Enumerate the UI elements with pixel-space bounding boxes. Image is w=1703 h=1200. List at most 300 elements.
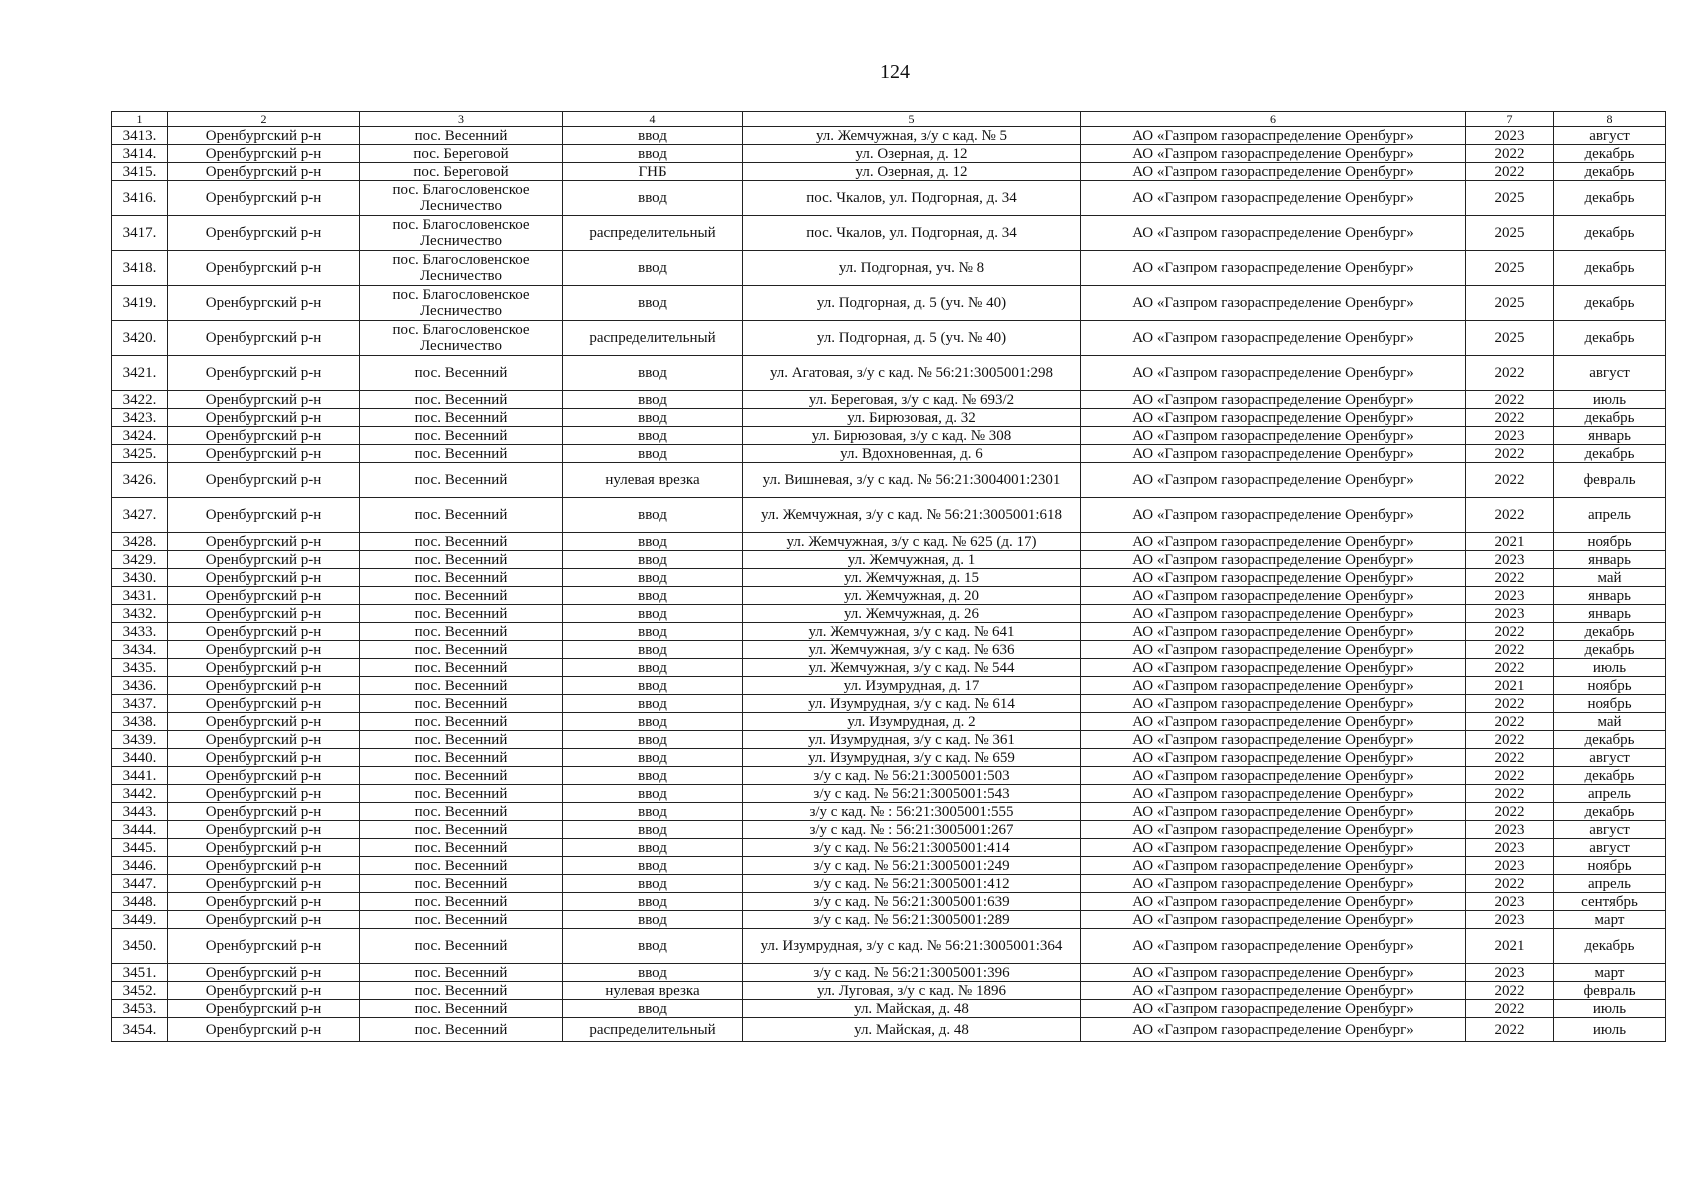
year-cell: 2025 — [1466, 321, 1554, 356]
table-row — [112, 641, 1666, 659]
address-cell: ул. Майская, д. 48 — [743, 1018, 1081, 1042]
organization-cell: АО «Газпром газораспределение Оренбург» — [1081, 321, 1466, 356]
row-number: 3420. — [112, 321, 168, 356]
table-row — [112, 427, 1666, 445]
year-cell: 2022 — [1466, 356, 1554, 391]
organization-cell: АО «Газпром газораспределение Оренбург» — [1081, 251, 1466, 286]
organization-cell: АО «Газпром газораспределение Оренбург» — [1081, 731, 1466, 749]
year-cell: 2025 — [1466, 286, 1554, 321]
district-cell: Оренбургский р-н — [168, 216, 360, 251]
month-cell: декабрь — [1554, 145, 1666, 163]
month-cell: август — [1554, 127, 1666, 145]
organization-cell: АО «Газпром газораспределение Оренбург» — [1081, 356, 1466, 391]
organization-cell: АО «Газпром газораспределение Оренбург» — [1081, 803, 1466, 821]
organization-cell: АО «Газпром газораспределение Оренбург» — [1081, 551, 1466, 569]
address-cell: з/у с кад. № : 56:21:3005001:555 — [743, 803, 1081, 821]
work-type-cell: ввод — [563, 623, 743, 641]
month-cell: декабрь — [1554, 286, 1666, 321]
settlement-cell: пос. Благословенское Лесничество — [360, 321, 563, 356]
address-cell: ул. Майская, д. 48 — [743, 1000, 1081, 1018]
district-cell: Оренбургский р-н — [168, 911, 360, 929]
row-number: 3433. — [112, 623, 168, 641]
year-cell: 2025 — [1466, 216, 1554, 251]
work-type-cell: распределительный — [563, 1018, 743, 1042]
row-number: 3421. — [112, 356, 168, 391]
address-cell: ул. Озерная, д. 12 — [743, 163, 1081, 181]
year-cell: 2023 — [1466, 587, 1554, 605]
work-type-cell: ввод — [563, 251, 743, 286]
year-cell: 2023 — [1466, 605, 1554, 623]
table-row — [112, 731, 1666, 749]
organization-cell: АО «Газпром газораспределение Оренбург» — [1081, 587, 1466, 605]
row-number: 3438. — [112, 713, 168, 731]
organization-cell: АО «Газпром газораспределение Оренбург» — [1081, 391, 1466, 409]
work-type-cell: ввод — [563, 356, 743, 391]
address-cell: ул. Жемчужная, з/у с кад. № 625 (д. 17) — [743, 533, 1081, 551]
settlement-cell: пос. Весенний — [360, 463, 563, 498]
row-number: 3449. — [112, 911, 168, 929]
address-cell: з/у с кад. № 56:21:3005001:396 — [743, 964, 1081, 982]
settlement-cell: пос. Весенний — [360, 391, 563, 409]
table-row — [112, 749, 1666, 767]
organization-cell: АО «Газпром газораспределение Оренбург» — [1081, 623, 1466, 641]
address-cell: ул. Жемчужная, з/у с кад. № 636 — [743, 641, 1081, 659]
column-header: 5 — [743, 112, 1081, 127]
settlement-cell: пос. Весенний — [360, 857, 563, 875]
address-cell: ул. Луговая, з/у с кад. № 1896 — [743, 982, 1081, 1000]
table-row — [112, 695, 1666, 713]
settlement-cell: пос. Весенний — [360, 821, 563, 839]
district-cell: Оренбургский р-н — [168, 409, 360, 427]
district-cell: Оренбургский р-н — [168, 785, 360, 803]
address-cell: ул. Жемчужная, з/у с кад. № 5 — [743, 127, 1081, 145]
district-cell: Оренбургский р-н — [168, 1018, 360, 1042]
work-type-cell: ввод — [563, 964, 743, 982]
row-number: 3444. — [112, 821, 168, 839]
district-cell: Оренбургский р-н — [168, 839, 360, 857]
month-cell: декабрь — [1554, 641, 1666, 659]
table-row — [112, 356, 1666, 391]
organization-cell: АО «Газпром газораспределение Оренбург» — [1081, 893, 1466, 911]
column-header: 4 — [563, 112, 743, 127]
table-row — [112, 875, 1666, 893]
column-header: 2 — [168, 112, 360, 127]
month-cell: август — [1554, 821, 1666, 839]
district-cell: Оренбургский р-н — [168, 445, 360, 463]
settlement-cell: пос. Весенний — [360, 677, 563, 695]
organization-cell: АО «Газпром газораспределение Оренбург» — [1081, 659, 1466, 677]
district-cell: Оренбургский р-н — [168, 251, 360, 286]
year-cell: 2022 — [1466, 875, 1554, 893]
address-cell: ул. Жемчужная, д. 26 — [743, 605, 1081, 623]
table-row — [112, 551, 1666, 569]
table-row — [112, 163, 1666, 181]
row-number: 3437. — [112, 695, 168, 713]
work-type-cell: ввод — [563, 445, 743, 463]
year-cell: 2022 — [1466, 659, 1554, 677]
table-row — [112, 767, 1666, 785]
district-cell: Оренбургский р-н — [168, 605, 360, 623]
year-cell: 2025 — [1466, 181, 1554, 216]
work-type-cell: ввод — [563, 677, 743, 695]
year-cell: 2022 — [1466, 463, 1554, 498]
district-cell: Оренбургский р-н — [168, 803, 360, 821]
organization-cell: АО «Газпром газораспределение Оренбург» — [1081, 767, 1466, 785]
work-type-cell: ввод — [563, 911, 743, 929]
table-row — [112, 857, 1666, 875]
address-cell: пос. Чкалов, ул. Подгорная, д. 34 — [743, 181, 1081, 216]
row-number: 3454. — [112, 1018, 168, 1042]
year-cell: 2022 — [1466, 409, 1554, 427]
district-cell: Оренбургский р-н — [168, 551, 360, 569]
address-cell: ул. Подгорная, д. 5 (уч. № 40) — [743, 321, 1081, 356]
row-number: 3415. — [112, 163, 168, 181]
table-row — [112, 181, 1666, 216]
settlement-cell: пос. Весенний — [360, 929, 563, 964]
year-cell: 2022 — [1466, 785, 1554, 803]
year-cell: 2022 — [1466, 163, 1554, 181]
organization-cell: АО «Газпром газораспределение Оренбург» — [1081, 1000, 1466, 1018]
year-cell: 2022 — [1466, 498, 1554, 533]
row-number: 3426. — [112, 463, 168, 498]
table-row — [112, 623, 1666, 641]
row-number: 3434. — [112, 641, 168, 659]
settlement-cell: пос. Весенний — [360, 127, 563, 145]
table-row — [112, 677, 1666, 695]
column-header: 8 — [1554, 112, 1666, 127]
address-cell: ул. Вдохновенная, д. 6 — [743, 445, 1081, 463]
settlement-cell: пос. Весенний — [360, 605, 563, 623]
organization-cell: АО «Газпром газораспределение Оренбург» — [1081, 982, 1466, 1000]
year-cell: 2022 — [1466, 803, 1554, 821]
month-cell: январь — [1554, 587, 1666, 605]
row-number: 3416. — [112, 181, 168, 216]
table-row — [112, 803, 1666, 821]
year-cell: 2022 — [1466, 445, 1554, 463]
table-row — [112, 839, 1666, 857]
settlement-cell: пос. Береговой — [360, 163, 563, 181]
address-cell: ул. Агатовая, з/у с кад. № 56:21:3005001:298 — [743, 356, 1081, 391]
settlement-cell: пос. Весенний — [360, 875, 563, 893]
address-cell: ул. Изумрудная, з/у с кад. № 361 — [743, 731, 1081, 749]
row-number: 3447. — [112, 875, 168, 893]
work-type-cell: ввод — [563, 893, 743, 911]
organization-cell: АО «Газпром газораспределение Оренбург» — [1081, 145, 1466, 163]
organization-cell: АО «Газпром газораспределение Оренбург» — [1081, 409, 1466, 427]
district-cell: Оренбургский р-н — [168, 713, 360, 731]
month-cell: декабрь — [1554, 216, 1666, 251]
district-cell: Оренбургский р-н — [168, 677, 360, 695]
column-header: 3 — [360, 112, 563, 127]
work-type-cell: ввод — [563, 857, 743, 875]
district-cell: Оренбургский р-н — [168, 929, 360, 964]
work-type-cell: ввод — [563, 286, 743, 321]
work-type-cell: ввод — [563, 551, 743, 569]
month-cell: декабрь — [1554, 623, 1666, 641]
month-cell: декабрь — [1554, 445, 1666, 463]
work-type-cell: ввод — [563, 569, 743, 587]
work-type-cell: ввод — [563, 1000, 743, 1018]
district-cell: Оренбургский р-н — [168, 163, 360, 181]
month-cell: декабрь — [1554, 251, 1666, 286]
month-cell: март — [1554, 911, 1666, 929]
work-type-cell: ввод — [563, 409, 743, 427]
table-row — [112, 982, 1666, 1000]
year-cell: 2022 — [1466, 1018, 1554, 1042]
column-header: 7 — [1466, 112, 1554, 127]
settlement-cell: пос. Весенний — [360, 623, 563, 641]
row-number: 3427. — [112, 498, 168, 533]
organization-cell: АО «Газпром газораспределение Оренбург» — [1081, 427, 1466, 445]
work-type-cell: ввод — [563, 875, 743, 893]
year-cell: 2021 — [1466, 533, 1554, 551]
work-type-cell: ввод — [563, 391, 743, 409]
row-number: 3451. — [112, 964, 168, 982]
settlement-cell: пос. Весенний — [360, 551, 563, 569]
settlement-cell: пос. Весенний — [360, 839, 563, 857]
month-cell: май — [1554, 569, 1666, 587]
table-row — [112, 409, 1666, 427]
address-cell: ул. Изумрудная, д. 2 — [743, 713, 1081, 731]
district-cell: Оренбургский р-н — [168, 964, 360, 982]
address-cell: з/у с кад. № : 56:21:3005001:267 — [743, 821, 1081, 839]
row-number: 3429. — [112, 551, 168, 569]
settlement-cell: пос. Весенний — [360, 785, 563, 803]
organization-cell: АО «Газпром газораспределение Оренбург» — [1081, 839, 1466, 857]
district-cell: Оренбургский р-н — [168, 587, 360, 605]
month-cell: декабрь — [1554, 929, 1666, 964]
address-cell: ул. Жемчужная, з/у с кад. № 56:21:3005001:618 — [743, 498, 1081, 533]
settlement-cell: пос. Весенний — [360, 731, 563, 749]
month-cell: август — [1554, 749, 1666, 767]
column-header: 1 — [112, 112, 168, 127]
settlement-cell: пос. Весенний — [360, 767, 563, 785]
year-cell: 2022 — [1466, 713, 1554, 731]
work-type-cell: ввод — [563, 587, 743, 605]
district-cell: Оренбургский р-н — [168, 463, 360, 498]
month-cell: май — [1554, 713, 1666, 731]
year-cell: 2022 — [1466, 145, 1554, 163]
row-number: 3430. — [112, 569, 168, 587]
year-cell: 2023 — [1466, 893, 1554, 911]
address-cell: ул. Бирюзовая, д. 32 — [743, 409, 1081, 427]
settlement-cell: пос. Весенний — [360, 587, 563, 605]
table-row — [112, 463, 1666, 498]
year-cell: 2022 — [1466, 695, 1554, 713]
address-cell: з/у с кад. № 56:21:3005001:289 — [743, 911, 1081, 929]
table-row — [112, 286, 1666, 321]
table-row — [112, 1018, 1666, 1042]
year-cell: 2022 — [1466, 767, 1554, 785]
organization-cell: АО «Газпром газораспределение Оренбург» — [1081, 605, 1466, 623]
row-number: 3443. — [112, 803, 168, 821]
district-cell: Оренбургский р-н — [168, 623, 360, 641]
work-type-cell: ввод — [563, 839, 743, 857]
row-number: 3418. — [112, 251, 168, 286]
work-type-cell: ввод — [563, 427, 743, 445]
organization-cell: АО «Газпром газораспределение Оренбург» — [1081, 749, 1466, 767]
month-cell: январь — [1554, 551, 1666, 569]
organization-cell: АО «Газпром газораспределение Оренбург» — [1081, 964, 1466, 982]
district-cell: Оренбургский р-н — [168, 641, 360, 659]
table-row — [112, 391, 1666, 409]
work-type-cell: нулевая врезка — [563, 463, 743, 498]
row-number: 3422. — [112, 391, 168, 409]
row-number: 3440. — [112, 749, 168, 767]
row-number: 3436. — [112, 677, 168, 695]
organization-cell: АО «Газпром газораспределение Оренбург» — [1081, 875, 1466, 893]
settlement-cell: пос. Весенний — [360, 749, 563, 767]
address-cell: ул. Жемчужная, д. 15 — [743, 569, 1081, 587]
work-type-cell: ввод — [563, 713, 743, 731]
month-cell: август — [1554, 839, 1666, 857]
organization-cell: АО «Газпром газораспределение Оренбург» — [1081, 857, 1466, 875]
year-cell: 2025 — [1466, 251, 1554, 286]
row-number: 3423. — [112, 409, 168, 427]
work-type-cell: ввод — [563, 641, 743, 659]
row-number: 3441. — [112, 767, 168, 785]
district-cell: Оренбургский р-н — [168, 875, 360, 893]
table-body — [112, 127, 1666, 1042]
work-type-cell: ввод — [563, 127, 743, 145]
district-cell: Оренбургский р-н — [168, 356, 360, 391]
month-cell: февраль — [1554, 463, 1666, 498]
district-cell: Оренбургский р-н — [168, 181, 360, 216]
organization-cell: АО «Газпром газораспределение Оренбург» — [1081, 929, 1466, 964]
year-cell: 2023 — [1466, 127, 1554, 145]
page-number: 124 — [880, 61, 910, 83]
year-cell: 2022 — [1466, 749, 1554, 767]
table-row — [112, 321, 1666, 356]
work-type-cell: распределительный — [563, 216, 743, 251]
row-number: 3414. — [112, 145, 168, 163]
year-cell: 2022 — [1466, 623, 1554, 641]
district-cell: Оренбургский р-н — [168, 767, 360, 785]
row-number: 3435. — [112, 659, 168, 677]
month-cell: декабрь — [1554, 409, 1666, 427]
table-row — [112, 964, 1666, 982]
organization-cell: АО «Газпром газораспределение Оренбург» — [1081, 498, 1466, 533]
row-number: 3442. — [112, 785, 168, 803]
table-row — [112, 821, 1666, 839]
table-row — [112, 911, 1666, 929]
organization-cell: АО «Газпром газораспределение Оренбург» — [1081, 127, 1466, 145]
address-cell: з/у с кад. № 56:21:3005001:249 — [743, 857, 1081, 875]
table-row — [112, 605, 1666, 623]
table-row — [112, 445, 1666, 463]
address-cell: ул. Жемчужная, д. 1 — [743, 551, 1081, 569]
work-type-cell: ввод — [563, 929, 743, 964]
organization-cell: АО «Газпром газораспределение Оренбург» — [1081, 695, 1466, 713]
month-cell: апрель — [1554, 875, 1666, 893]
table-row — [112, 893, 1666, 911]
table-row — [112, 127, 1666, 145]
work-type-cell: ввод — [563, 605, 743, 623]
column-number-row — [112, 112, 1666, 127]
settlement-cell: пос. Благословенское Лесничество — [360, 286, 563, 321]
district-cell: Оренбургский р-н — [168, 659, 360, 677]
year-cell: 2022 — [1466, 1000, 1554, 1018]
settlement-cell: пос. Весенний — [360, 982, 563, 1000]
data-table — [111, 111, 1666, 1042]
organization-cell: АО «Газпром газораспределение Оренбург» — [1081, 216, 1466, 251]
address-cell: з/у с кад. № 56:21:3005001:543 — [743, 785, 1081, 803]
organization-cell: АО «Газпром газораспределение Оренбург» — [1081, 677, 1466, 695]
settlement-cell: пос. Благословенское Лесничество — [360, 251, 563, 286]
work-type-cell: ввод — [563, 659, 743, 677]
organization-cell: АО «Газпром газораспределение Оренбург» — [1081, 1018, 1466, 1042]
address-cell: ул. Жемчужная, д. 20 — [743, 587, 1081, 605]
row-number: 3417. — [112, 216, 168, 251]
row-number: 3439. — [112, 731, 168, 749]
row-number: 3413. — [112, 127, 168, 145]
month-cell: июль — [1554, 1018, 1666, 1042]
row-number: 3419. — [112, 286, 168, 321]
month-cell: ноябрь — [1554, 677, 1666, 695]
month-cell: декабрь — [1554, 803, 1666, 821]
address-cell: ул. Изумрудная, з/у с кад. № 56:21:3005001:364 — [743, 929, 1081, 964]
row-number: 3424. — [112, 427, 168, 445]
row-number: 3425. — [112, 445, 168, 463]
month-cell: декабрь — [1554, 321, 1666, 356]
month-cell: сентябрь — [1554, 893, 1666, 911]
district-cell: Оренбургский р-н — [168, 127, 360, 145]
year-cell: 2021 — [1466, 929, 1554, 964]
district-cell: Оренбургский р-н — [168, 533, 360, 551]
settlement-cell: пос. Весенний — [360, 569, 563, 587]
row-number: 3453. — [112, 1000, 168, 1018]
row-number: 3452. — [112, 982, 168, 1000]
work-type-cell: ввод — [563, 803, 743, 821]
work-type-cell: ввод — [563, 145, 743, 163]
settlement-cell: пос. Весенний — [360, 713, 563, 731]
district-cell: Оренбургский р-н — [168, 857, 360, 875]
work-type-cell: ввод — [563, 181, 743, 216]
organization-cell: АО «Газпром газораспределение Оренбург» — [1081, 641, 1466, 659]
settlement-cell: пос. Весенний — [360, 533, 563, 551]
month-cell: июль — [1554, 391, 1666, 409]
district-cell: Оренбургский р-н — [168, 427, 360, 445]
settlement-cell: пос. Весенний — [360, 445, 563, 463]
settlement-cell: пос. Благословенское Лесничество — [360, 181, 563, 216]
year-cell: 2022 — [1466, 731, 1554, 749]
address-cell: пос. Чкалов, ул. Подгорная, д. 34 — [743, 216, 1081, 251]
year-cell: 2023 — [1466, 839, 1554, 857]
row-number: 3431. — [112, 587, 168, 605]
settlement-cell: пос. Весенний — [360, 641, 563, 659]
month-cell: февраль — [1554, 982, 1666, 1000]
month-cell: июль — [1554, 1000, 1666, 1018]
table-row — [112, 929, 1666, 964]
district-cell: Оренбургский р-н — [168, 893, 360, 911]
address-cell: з/у с кад. № 56:21:3005001:503 — [743, 767, 1081, 785]
district-cell: Оренбургский р-н — [168, 391, 360, 409]
month-cell: июль — [1554, 659, 1666, 677]
organization-cell: АО «Газпром газораспределение Оренбург» — [1081, 911, 1466, 929]
work-type-cell: ввод — [563, 731, 743, 749]
table-row — [112, 659, 1666, 677]
organization-cell: АО «Газпром газораспределение Оренбург» — [1081, 463, 1466, 498]
settlement-cell: пос. Весенний — [360, 409, 563, 427]
table-row — [112, 713, 1666, 731]
table-row — [112, 1000, 1666, 1018]
table-row — [112, 216, 1666, 251]
year-cell: 2021 — [1466, 677, 1554, 695]
district-cell: Оренбургский р-н — [168, 695, 360, 713]
month-cell: январь — [1554, 605, 1666, 623]
address-cell: ул. Вишневая, з/у с кад. № 56:21:3004001:2301 — [743, 463, 1081, 498]
district-cell: Оренбургский р-н — [168, 731, 360, 749]
